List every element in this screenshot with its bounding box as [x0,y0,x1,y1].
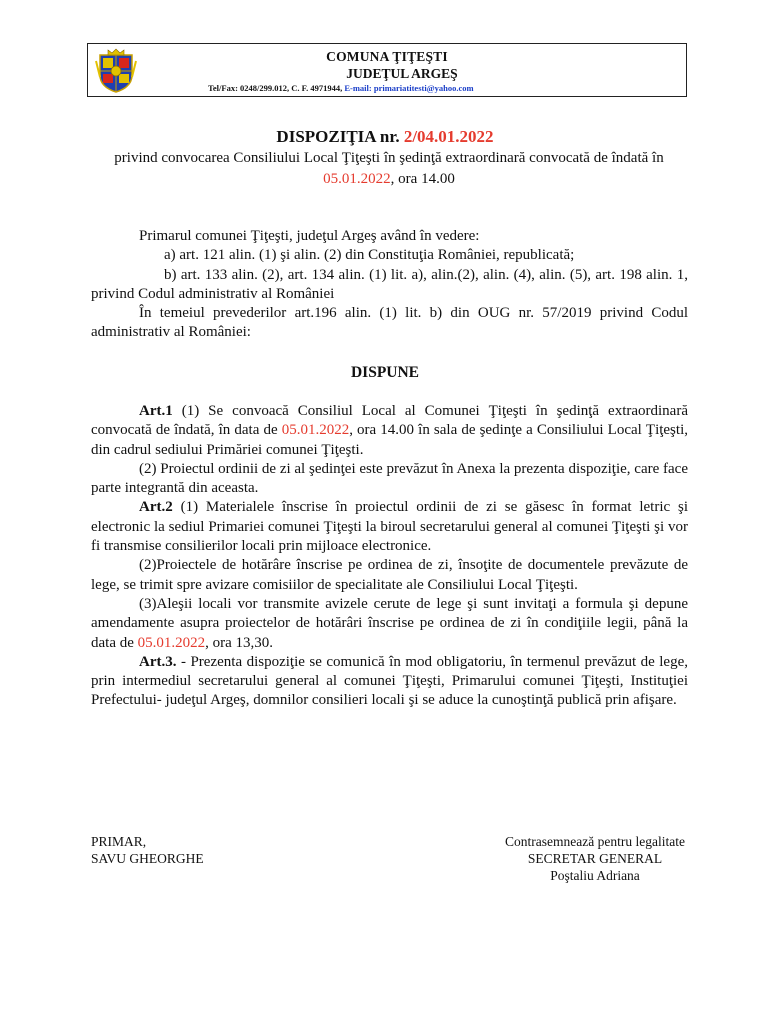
article-1-label: Art.1 [139,403,173,419]
contact-line [208,83,474,93]
dispune-heading: DISPUNE [350,364,420,381]
article-1-para-1 [91,402,688,460]
article-2-para-3-time: , ora 13,30. [205,634,274,651]
article-2-para-3 [91,595,688,653]
subtitle-date: 05.01.2022 [323,171,391,187]
article-2-text: (1) Materialele înscrise în proiectul ordinii de zi se găsesc în format letric şi electronic la sediul Primariei comunei Ţiţeşti la biroul secretarului general al comunei Ţiţeşti şi vor fi transmise consilierilor locali prin mijloace electronice. [91,499,688,555]
countersign-note: Contrasemnează pentru legalitate [505,834,685,849]
preamble-item-b: b) art. 133 alin. (2), art. 134 alin. (1) lit. a), alin.(2), alin. (4), alin. (5), art. 198 alin. 1, privind Codul administrativ al României [91,266,688,302]
article-1-text-end: , ora 14.00 în sala de şedinţe a Consiliului Local Ţiţeşti, din cadrul sediului Primăriei comunei Ţiţeşti. [91,422,688,458]
county-name: JUDEŢUL ARGEŞ [346,66,458,81]
subtitle-time: , ora 14.00 [390,171,455,187]
mayor-signature-block [91,833,204,867]
articles [91,402,688,711]
article-1-text: (1) Se convoacă Consiliul Local al Comunei Ţiţeşti în şedinţă extraordinară convocată de îndată, în data de [91,403,688,439]
letterhead [87,43,687,97]
mayor-name: SAVU GHEORGHE [91,851,204,866]
article-2-para-2: (2)Proiectele de hotărâre înscrise pe ordinea de zi, însoţite de documentele prevăzute de lege, se trimit spre avizare comisiilor de specialitate ale Consiliului Local Ţiţeşti. [91,557,688,593]
contact-email: E-mail: primariatitesti@yahoo.com [344,83,474,93]
article-1-date: 05.01.2022 [281,422,350,439]
title-prefix: DISPOZIŢIA nr. [276,127,404,146]
mayor-role: PRIMAR, [91,834,147,849]
article-2-para-3-text: (3)Aleşii locali vor transmite avizele cerute de lege şi sunt invitaţi a formula şi depune amendamente asupra proiectelor de hotărâri înscrise pe ordinea de zi în condiţiile legii, până la data de [91,595,688,651]
article-3-label: Art.3. [139,653,177,670]
title-number: 2/04.01.2022 [403,127,494,146]
preamble-item-a: a) art. 121 alin. (1) şi alin. (2) din Constituţia României, republicată; [164,247,575,264]
preamble-legal-basis: În temeiul prevederilor art.196 alin. (1) lit. b) din OUG nr. 57/2019 privind Codul administrativ al României: [91,305,688,341]
article-2-para-3-date: 05.01.2022 [137,634,206,651]
contact-phone-fiscal: Tel/Fax: 0248/299.012, C. F. 4971944, [208,83,345,93]
document-subtitle [80,148,698,190]
article-2-para-1 [91,498,688,556]
secretary-role: SECRETAR GENERAL [527,851,663,866]
preamble-intro: Primarul comunei Ţiţeşti, judeţul Argeş având în vedere: [139,228,480,244]
article-3-para [91,653,688,711]
article-2-label: Art.2 [139,499,173,516]
subtitle-text: privind convocarea Consiliului Local Ţiţeşti în şedinţă extraordinară convocată de îndată în [114,150,664,166]
secretary-signature-block [470,833,720,884]
article-3-text: - Prezenta dispoziţie se comunică în mod obligatoriu, în termenul prevăzut de lege, prin intermediul secretarului general al comunei Ţiţeşti, Primarului comunei Ţiţeşti, Instituţiei Prefectului- judeţul Argeş, domnilor consilieri locali şi se aduce la cunoştinţă publică prin afişare. [91,653,688,709]
preamble [91,227,688,343]
secretary-name: Poştaliu Adriana [550,868,640,883]
commune-name: COMUNA ŢIŢEŞTI [326,49,448,64]
document-title [0,127,770,147]
article-1-para-2: (2) Proiectul ordinii de zi al şedinţei este prevăzut în Anexa la prezenta dispoziţie, care face parte integrantă din aceasta. [91,460,688,497]
